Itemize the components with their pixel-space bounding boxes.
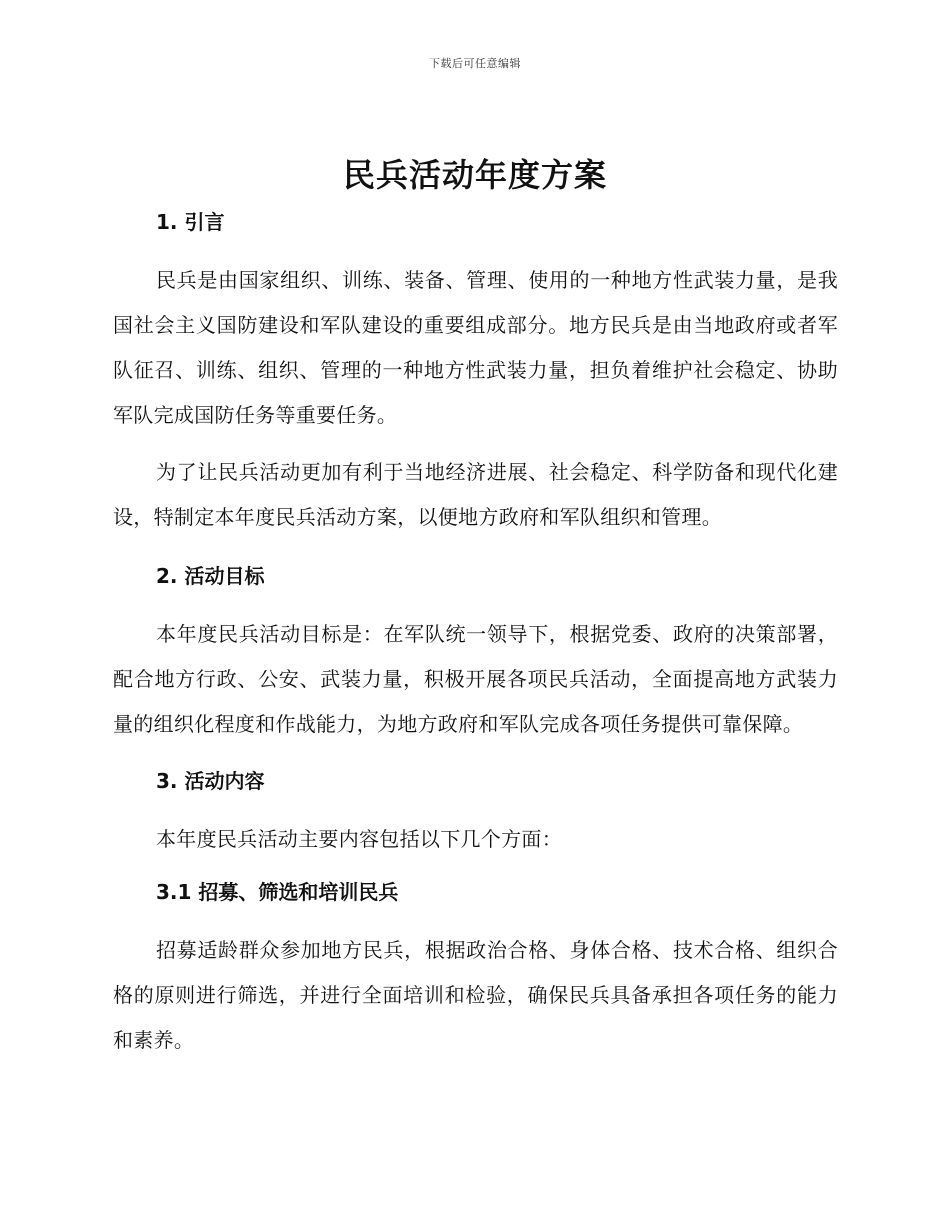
paragraph: 招募适龄群众参加地方民兵，根据政治合格、身体合格、技术合格、组织合格的原则进行筛选，并进行全面培训和检验，确保民兵具备承担各项任务的能力和素养。 bbox=[113, 938, 838, 1052]
subsection-heading-recruitment: 3.1 招募、筛选和培训民兵 bbox=[156, 880, 399, 904]
paragraph: 本年度民兵活动主要内容包括以下几个方面： bbox=[156, 827, 562, 851]
paragraph: 为了让民兵活动更加有利于当地经济进展、社会稳定、科学防备和现代化建设，特制定本年度民兵活动方案，以便地方政府和军队组织和管理。 bbox=[113, 460, 838, 529]
page-header-note: 下载后可任意编辑 bbox=[429, 57, 521, 70]
section-heading-introduction: 1. 引言 bbox=[156, 210, 225, 234]
document-body bbox=[113, 204, 838, 1063]
paragraph: 本年度民兵活动目标是：在军队统一领导下，根据党委、政府的决策部署，配合地方行政、公安、武装力量，积极开展各项民兵活动，全面提高地方武装力量的组织化程度和作战能力，为地方政府和军队完成各项任务提供可靠保障。 bbox=[113, 622, 838, 736]
document-title: 民兵活动年度方案 bbox=[342, 156, 607, 194]
section-heading-activity-goals: 2. 活动目标 bbox=[156, 564, 265, 588]
section-heading-activity-content: 3. 活动内容 bbox=[156, 769, 265, 793]
paragraph: 民兵是由国家组织、训练、装备、管理、使用的一种地方性武装力量，是我国社会主义国防建设和军队建设的重要组成部分。地方民兵是由当地政府或者军队征召、训练、组织、管理的一种地方性武装力量，担负着维护社会稳定、协助军队完成国防任务等重要任务。 bbox=[113, 268, 838, 427]
